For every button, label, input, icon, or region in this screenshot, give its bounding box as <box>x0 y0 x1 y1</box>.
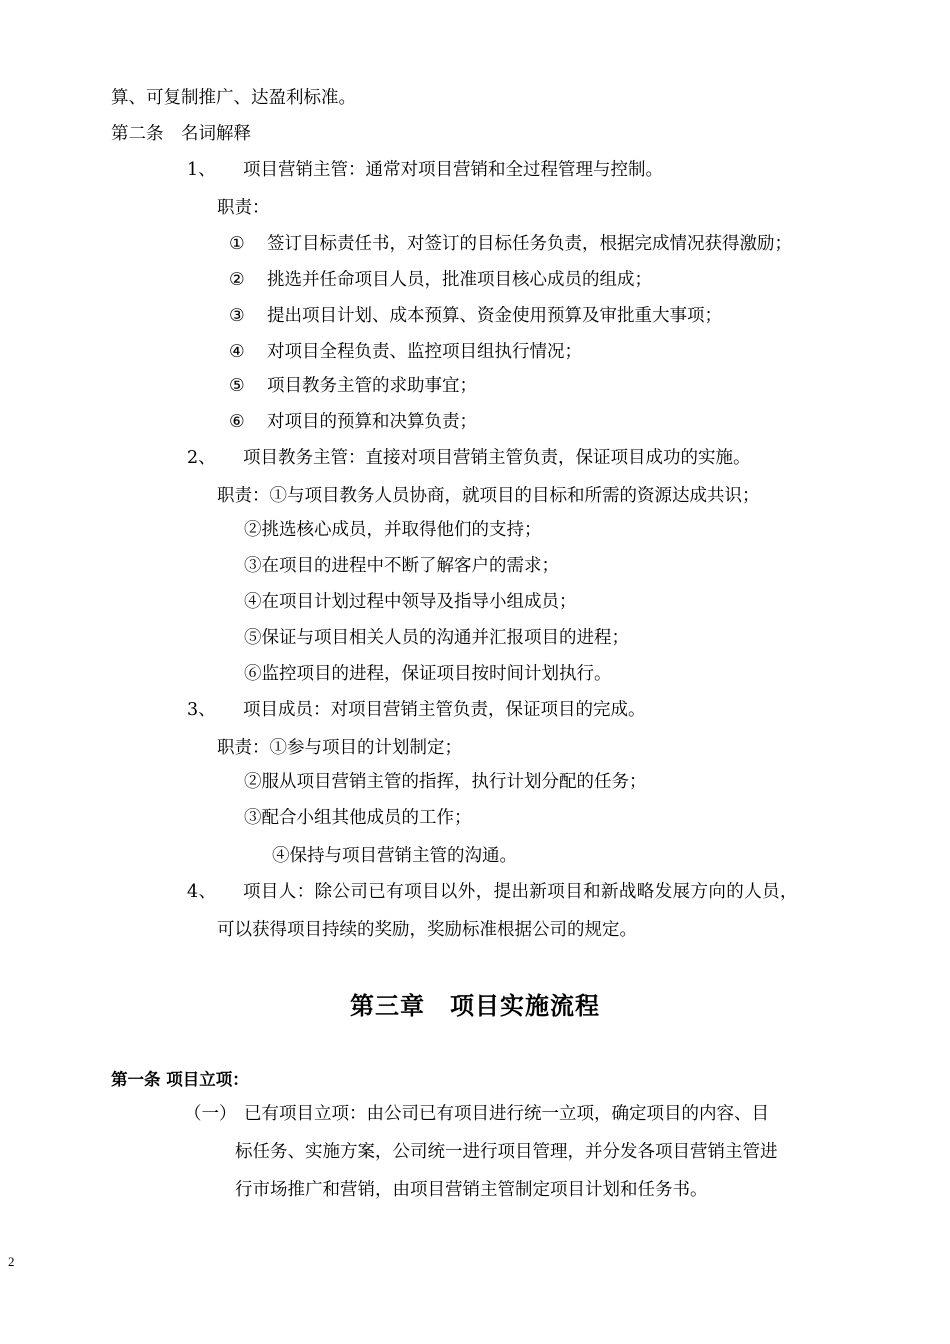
list-item <box>187 446 751 470</box>
duty-item: ④在项目计划过程中领导及指导小组成员； <box>244 592 577 612</box>
article-heading: 第一条 项目立项： <box>111 1070 249 1089</box>
item-text: 项目营销主管：通常对项目营销和全过程管理与控制。 <box>243 160 663 180</box>
sub-item-text: 已有项目立项：由公司已有项目进行统一立项，确定项目的内容、目 <box>244 1104 769 1124</box>
item-number: 2、 <box>187 448 216 468</box>
list-item <box>187 698 646 722</box>
duty-item: ⑤ 项目教务主管的求助事宜； <box>229 376 477 396</box>
duty-item: ④ 对项目全程负责、监控项目组执行情况； <box>229 342 582 362</box>
page-number: 2 <box>8 1254 15 1269</box>
duty-item: ⑥ 对项目的预算和决算负责； <box>229 412 477 432</box>
duty-item: ②挑选核心成员，并取得他们的支持； <box>244 520 542 540</box>
item-number: 1、 <box>187 160 216 180</box>
sub-item-text-continued: 行市场推广和营销，由项目营销主管制定项目计划和任务书。 <box>235 1180 708 1200</box>
item-number: 4、 <box>187 882 217 902</box>
duty-item: ②服从项目营销主管的指挥，执行计划分配的任务； <box>244 772 647 792</box>
duty-item: ⑤保证与项目相关人员的沟通并汇报项目的进程； <box>244 628 629 648</box>
duty-item: ① 签订目标责任书，对签订的目标任务负责，根据完成情况获得激励； <box>229 234 792 254</box>
duty-label: 职责： <box>217 198 270 218</box>
duty-item: ③在项目的进程中不断了解客户的需求； <box>244 556 559 576</box>
duty-first: 职责：①参与项目的计划制定； <box>217 738 462 758</box>
paragraph-tail: 算、可复制推广、达盈利标准。 <box>111 88 356 108</box>
chapter-title: 第三章 项目实施流程 <box>350 992 600 1020</box>
item-text: 项目教务主管：直接对项目营销主管负责，保证项目成功的实施。 <box>243 448 751 468</box>
duty-item: ③配合小组其他成员的工作； <box>244 808 472 828</box>
list-item <box>187 880 798 904</box>
duty-item: ⑥监控项目的进程，保证项目按时间计划执行。 <box>244 664 612 684</box>
duty-item: ③ 提出项目计划、成本预算、资金使用预算及审批重大事项； <box>229 306 722 326</box>
item-number: 3、 <box>187 700 216 720</box>
item-text: 项目人：除公司已有项目以外，提出新项目和新战略发展方向的人员， <box>243 882 798 902</box>
item-text: 项目成员：对项目营销主管负责，保证项目的完成。 <box>243 700 646 720</box>
duty-first: 职责：①与项目教务人员协商，就项目的目标和所需的资源达成共识； <box>217 486 760 506</box>
item-text-continued: 可以获得项目持续的奖励，奖励标准根据公司的规定。 <box>217 920 637 940</box>
sub-item-number: （一） <box>184 1104 237 1124</box>
duty-item: ④保持与项目营销主管的沟通。 <box>272 846 517 866</box>
sub-item-text-continued: 标任务、实施方案，公司统一进行项目管理，并分发各项目营销主管进 <box>235 1142 778 1162</box>
article-heading: 第二条 名词解释 <box>111 124 251 144</box>
list-item <box>187 158 663 182</box>
duty-item: ② 挑选并任命项目人员，批准项目核心成员的组成； <box>229 270 652 290</box>
sub-item <box>184 1102 769 1126</box>
